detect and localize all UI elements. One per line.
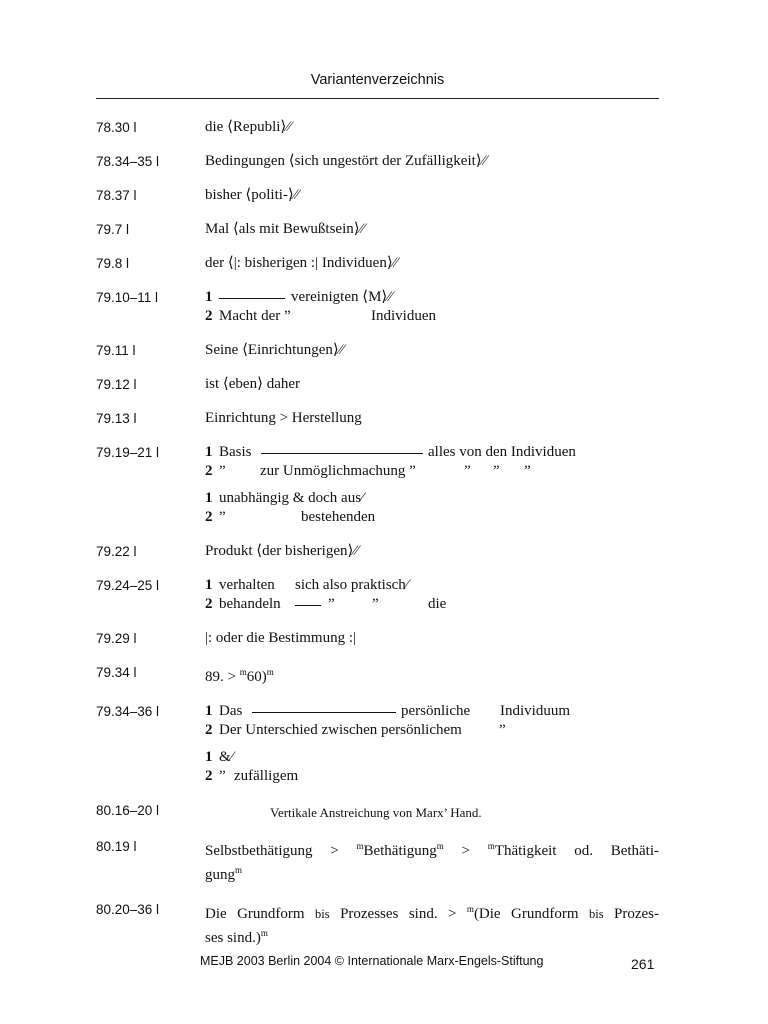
line-reference: 80.20–36 l <box>96 902 160 917</box>
footer-copyright: MEJB 2003 Berlin 2004 © Internationale Marx-Engels-Stiftung <box>200 954 544 968</box>
variant-stage-line <box>205 489 659 508</box>
variant-text: persönliche <box>401 703 471 719</box>
variant-text: Mal ⟨als mit Bewußtsein⟩⁄⁄ <box>205 221 365 237</box>
variant-entry <box>96 118 659 137</box>
variant-entry <box>96 801 659 822</box>
variant-entry <box>96 375 659 394</box>
variant-stage-line <box>205 595 659 614</box>
variant-text: die <box>428 596 447 612</box>
line-reference: 79.13 l <box>96 411 137 426</box>
variant-text: ist ⟨eben⟩ daher <box>205 376 301 392</box>
variant-entry <box>96 409 659 428</box>
variant-text: Die Grundform bis Prozesses sind. > $^m$(Die Grundform bis Prozes- <box>205 904 659 922</box>
variant-text: gung$^m$ <box>205 865 243 883</box>
variant-entry <box>96 663 659 687</box>
line-reference: 79.22 l <box>96 544 137 559</box>
line-reference: 79.34–36 l <box>96 704 160 719</box>
variant-text: Selbstbethätigung > $^m$Bethätigung$^m$ > $^m$Thätigkeit od. Bethäti- <box>205 841 660 859</box>
stage-number: 1 <box>205 749 213 765</box>
variant-text: bisher ⟨politi-⟩⁄⁄ <box>205 187 299 203</box>
stage-number: 1 <box>205 444 213 460</box>
stage-number: 1 <box>205 703 213 719</box>
variant-text: unabhängig & doch aus⁄ <box>219 490 364 506</box>
line-reference: 79.10–11 l <box>96 290 159 305</box>
ditto-mark: ” <box>372 596 379 612</box>
variant-text: Macht der ” <box>219 308 291 324</box>
variant-text: Das <box>219 703 243 719</box>
variant-text: &⁄ <box>219 749 234 765</box>
variant-list <box>96 118 659 963</box>
variant-text: Bedingungen ⟨sich ungestört der Zufälligkeit⟩⁄⁄ <box>205 153 487 169</box>
repeat-dash <box>219 298 285 299</box>
variant-stage-line <box>205 576 659 595</box>
variant-stage-line <box>205 443 659 462</box>
variant-text: die ⟨Republi⟩⁄⁄ <box>205 119 292 135</box>
variant-text: Seine ⟨Einrichtungen⟩⁄⁄ <box>205 342 344 358</box>
ditto-mark: ” <box>328 596 335 612</box>
page-number: 261 <box>631 956 655 972</box>
line-reference: 79.29 l <box>96 631 137 646</box>
variant-text: Der Unterschied zwischen persönlichem <box>219 722 462 738</box>
line-reference: 78.30 l <box>96 120 137 135</box>
ditto-mark: ” <box>219 509 226 525</box>
variant-entry <box>96 900 659 948</box>
variant-text: Einrichtung > Herstellung <box>205 410 362 426</box>
variant-text: alles von den Individuen <box>428 444 576 460</box>
variant-entry <box>96 629 659 648</box>
variant-entry <box>96 220 659 239</box>
variant-text: Basis <box>219 444 252 460</box>
variant-entry <box>96 837 659 885</box>
line-reference: 79.12 l <box>96 377 137 392</box>
stage-number: 2 <box>205 308 213 324</box>
ditto-mark: ” <box>524 463 531 479</box>
ditto-mark: ” <box>493 463 500 479</box>
variant-entry <box>96 254 659 273</box>
stage-number: 2 <box>205 768 213 784</box>
variant-stage-line <box>205 288 659 307</box>
line-reference: 80.16–20 l <box>96 803 160 818</box>
variant-entry <box>96 186 659 205</box>
repeat-dash <box>261 453 423 454</box>
repeat-dash <box>252 712 396 713</box>
stage-number: 2 <box>205 463 213 479</box>
variant-text: behandeln <box>219 596 281 612</box>
stage-number: 1 <box>205 289 213 305</box>
variant-text: zur Unmöglichmachung ” <box>260 463 416 479</box>
variant-text: sich also praktisch⁄ <box>295 577 409 593</box>
stage-number: 2 <box>205 596 213 612</box>
line-reference: 80.19 l <box>96 839 137 854</box>
variant-text: Individuum <box>500 703 570 719</box>
variant-stage-line <box>205 748 659 767</box>
variant-text: verhalten <box>219 577 275 593</box>
header-rule <box>96 98 659 99</box>
ditto-mark: ” <box>499 722 506 738</box>
ditto-mark: ” <box>464 463 471 479</box>
running-header: Variantenverzeichnis <box>310 72 445 88</box>
line-reference: 79.34 l <box>96 665 137 680</box>
stage-number: 2 <box>205 509 213 525</box>
stage-number: 1 <box>205 490 213 506</box>
line-reference: 79.19–21 l <box>96 445 160 460</box>
variant-text: ses sind.)$^m$ <box>205 928 268 946</box>
variant-stage-line <box>205 508 659 527</box>
variant-text: bestehenden <box>301 509 376 525</box>
stage-number: 2 <box>205 722 213 738</box>
stage-number: 1 <box>205 577 213 593</box>
line-reference: 79.7 l <box>96 222 130 237</box>
variant-stage-line <box>205 721 659 740</box>
variant-entry <box>96 288 659 326</box>
variant-stage-line <box>205 307 659 326</box>
line-reference: 79.11 l <box>96 343 136 358</box>
variant-stage-line <box>205 767 659 786</box>
line-reference: 79.8 l <box>96 256 130 271</box>
variant-text: der ⟨|: bisherigen :| Individuen⟩⁄⁄ <box>205 255 398 271</box>
variant-text: vereinigten ⟨M⟩⁄⁄ <box>291 289 393 305</box>
variant-stage-line <box>205 702 659 721</box>
variant-text: Individuen <box>371 308 436 324</box>
variant-text: zufälligem <box>234 768 299 784</box>
variant-text: 89. > $^m$60)$^m$ <box>205 667 274 685</box>
line-reference: 78.34–35 l <box>96 154 160 169</box>
variant-entry <box>96 152 659 171</box>
variant-stage-line <box>205 462 659 481</box>
variant-entry <box>96 702 659 786</box>
line-reference: 78.37 l <box>96 188 137 203</box>
variant-entry <box>96 443 659 527</box>
editorial-note: Vertikale Anstreichung von Marx’ Hand. <box>270 805 482 820</box>
repeat-dash <box>295 605 321 606</box>
variant-entry <box>96 576 659 614</box>
variant-entry <box>96 341 659 360</box>
variant-text: Produkt ⟨der bisherigen⟩⁄⁄ <box>205 543 359 559</box>
line-reference: 79.24–25 l <box>96 578 160 593</box>
variant-text: |: oder die Bestimmung :| <box>205 630 356 646</box>
ditto-mark: ” <box>219 463 226 479</box>
ditto-mark: ” <box>219 768 226 784</box>
variant-entry <box>96 542 659 561</box>
